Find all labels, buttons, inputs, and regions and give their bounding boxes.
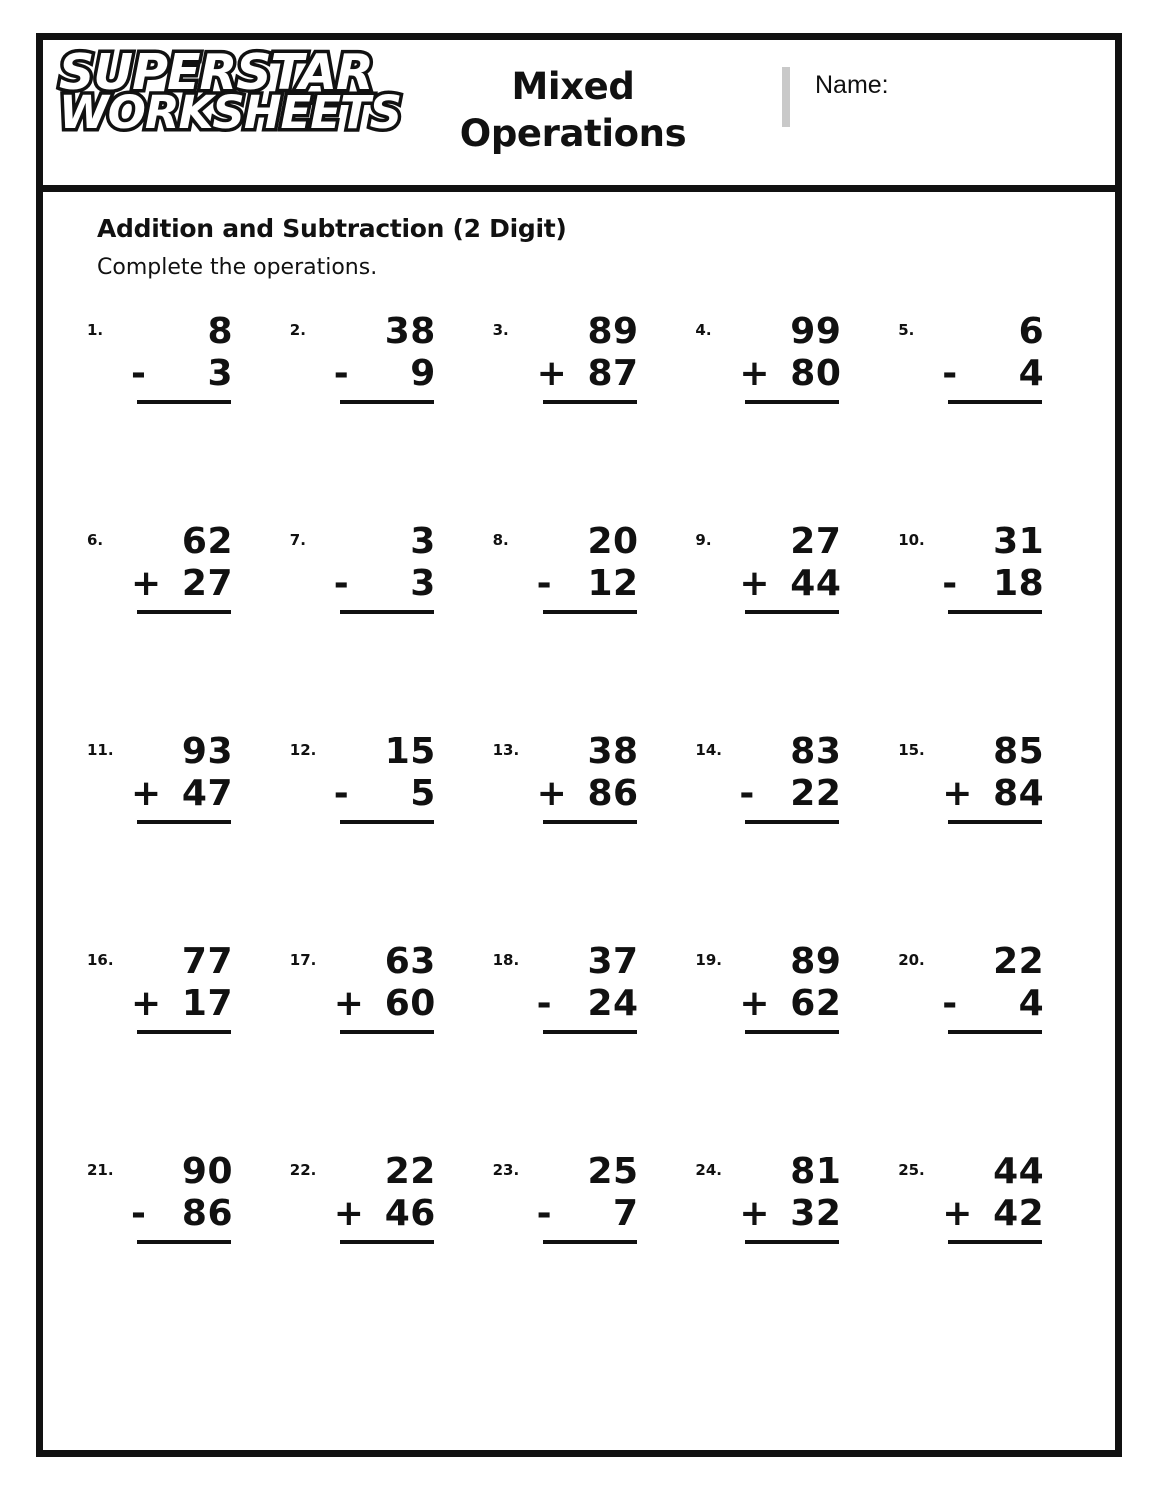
problem-answer-rule[interactable]	[137, 610, 231, 614]
problem-operator: -	[536, 982, 553, 1024]
problem-operand-top-row	[938, 1153, 1066, 1191]
problem-cell	[286, 943, 489, 1153]
problem-operand-top: 83	[790, 731, 842, 772]
problem-operand-top: 81	[790, 1151, 842, 1192]
problem-operand-top-row	[127, 1153, 255, 1191]
problem-operand-bottom-row	[127, 772, 255, 814]
problem-operator: +	[333, 1192, 365, 1234]
problem-operand-top: 44	[993, 1151, 1045, 1192]
problem-cell	[489, 943, 692, 1153]
problem-body	[330, 1153, 458, 1244]
problem-operand-top: 3	[410, 521, 436, 562]
problem-number: 1.	[87, 321, 104, 339]
problem-operand-bottom-row	[938, 562, 1066, 604]
problem-operator: +	[739, 352, 771, 394]
problem-body	[330, 523, 458, 614]
problem-operand-bottom-row	[938, 352, 1066, 394]
problem-operand-bottom-row	[127, 1192, 255, 1234]
problem-operand-top-row	[127, 523, 255, 561]
vertical-divider-icon	[782, 67, 790, 127]
problem-answer-rule[interactable]	[948, 1240, 1042, 1244]
problem-answer-rule[interactable]	[745, 1240, 839, 1244]
problem-operand-bottom-row	[127, 562, 255, 604]
problem-operand-top-row	[127, 943, 255, 981]
problem-body	[127, 523, 255, 614]
problem-operand-bottom-row	[127, 352, 255, 394]
problem-number: 13.	[492, 741, 520, 759]
worksheet-body	[43, 192, 1115, 1455]
problem-operand-top: 38	[587, 731, 639, 772]
problem-operand-top: 38	[384, 311, 436, 352]
problem-number: 18.	[492, 951, 520, 969]
problem-operand-bottom: 42	[993, 1192, 1045, 1234]
problem-operand-bottom: 12	[587, 562, 639, 604]
problem-body	[127, 733, 255, 824]
problem-operand-bottom: 46	[384, 1192, 436, 1234]
problem-body	[938, 313, 1066, 404]
problem-body	[127, 1153, 255, 1244]
problem-operator: -	[942, 982, 958, 1024]
problem-operand-bottom: 9	[410, 352, 436, 394]
problem-operator: +	[131, 772, 162, 814]
problem-operand-bottom-row	[330, 982, 458, 1024]
problem-number: 12.	[289, 741, 317, 759]
problem-number: 3.	[492, 321, 509, 339]
problem-body	[938, 523, 1066, 614]
problem-operator: -	[131, 352, 147, 394]
problem-number: 22.	[289, 1161, 317, 1179]
problem-operand-top-row	[330, 733, 458, 771]
problem-number: 7.	[289, 531, 306, 549]
problem-operand-bottom: 18	[993, 562, 1045, 604]
problem-cell	[83, 943, 286, 1153]
problem-operand-bottom-row	[330, 352, 458, 394]
problem-operand-top: 90	[181, 1151, 233, 1192]
problem-operand-top: 37	[587, 941, 639, 982]
problem-operand-top: 31	[993, 521, 1045, 562]
problem-cell	[286, 733, 489, 943]
problem-number: 5.	[898, 321, 915, 339]
problem-answer-rule[interactable]	[543, 1030, 637, 1034]
problem-answer-rule[interactable]	[745, 1030, 839, 1034]
problem-operand-bottom: 27	[181, 562, 233, 604]
problem-cell	[894, 313, 1097, 523]
worksheet-title-line-1: Mixed	[511, 65, 635, 108]
problem-operand-top: 20	[587, 521, 639, 562]
problem-cell	[83, 313, 286, 523]
problem-operand-top: 85	[993, 731, 1045, 772]
problem-answer-rule[interactable]	[137, 400, 231, 404]
problem-operand-top: 99	[790, 311, 842, 352]
problem-number: 11.	[87, 741, 114, 759]
problem-answer-rule[interactable]	[948, 400, 1042, 404]
problem-answer-rule[interactable]	[340, 1030, 434, 1034]
problem-operand-top-row	[533, 943, 661, 981]
problem-number: 16.	[87, 951, 114, 969]
problem-number: 6.	[87, 531, 104, 549]
problem-operator: +	[739, 1192, 771, 1234]
problem-cell	[691, 313, 894, 523]
problem-operand-bottom-row	[735, 772, 863, 814]
problem-operand-bottom: 3	[410, 562, 436, 604]
problem-operator: -	[739, 772, 755, 814]
problem-answer-rule[interactable]	[137, 1030, 231, 1034]
problem-cell	[489, 733, 692, 943]
problem-operator: -	[942, 562, 958, 604]
problem-operand-top-row	[735, 733, 863, 771]
problem-operand-bottom: 4	[1018, 352, 1045, 394]
problem-operand-bottom: 7	[613, 1192, 639, 1234]
problem-grid	[43, 313, 1115, 1363]
problem-body	[330, 733, 458, 824]
problem-answer-rule[interactable]	[948, 820, 1042, 824]
problem-cell	[489, 523, 692, 733]
problem-operand-top-row	[735, 1153, 863, 1191]
problem-operand-top-row	[533, 523, 661, 561]
problem-operand-top: 63	[384, 941, 436, 982]
problem-number: 14.	[695, 741, 722, 759]
problem-answer-rule[interactable]	[948, 1030, 1042, 1034]
problem-operand-bottom-row	[938, 772, 1066, 814]
problem-operand-bottom-row	[533, 352, 661, 394]
problem-cell	[83, 1153, 286, 1363]
problem-answer-rule[interactable]	[340, 610, 434, 614]
problem-operand-bottom: 22	[790, 772, 842, 814]
problem-answer-rule[interactable]	[745, 400, 839, 404]
section-title: Addition and Subtraction (2 Digit)	[97, 214, 567, 243]
problem-operand-bottom: 17	[181, 982, 233, 1024]
problem-operand-bottom-row	[330, 562, 458, 604]
problem-operator: +	[536, 352, 568, 394]
problem-body	[127, 943, 255, 1034]
problem-cell	[286, 313, 489, 523]
problem-operand-bottom: 86	[181, 1192, 233, 1234]
problem-operand-top-row	[938, 733, 1066, 771]
problem-cell	[894, 733, 1097, 943]
problem-number: 15.	[898, 741, 925, 759]
problem-operand-top-row	[938, 313, 1066, 351]
problem-operand-bottom: 47	[181, 772, 233, 814]
problem-operand-top-row	[330, 313, 458, 351]
problem-operand-bottom-row	[735, 352, 863, 394]
problem-operand-bottom: 80	[790, 352, 842, 394]
problem-operand-bottom-row	[533, 772, 661, 814]
problem-operator: -	[942, 352, 958, 394]
problem-cell	[83, 523, 286, 733]
problem-body	[735, 313, 863, 404]
problem-cell	[894, 1153, 1097, 1363]
problem-cell	[286, 1153, 489, 1363]
problem-operand-top: 8	[207, 311, 233, 352]
problem-operand-bottom-row	[735, 562, 863, 604]
problem-operand-bottom: 62	[790, 982, 842, 1024]
problem-operand-top: 6	[1018, 311, 1045, 352]
problem-number: 19.	[695, 951, 722, 969]
problem-body	[735, 943, 863, 1034]
problem-operand-bottom: 86	[587, 772, 639, 814]
problem-number: 2.	[289, 321, 306, 339]
problem-operand-top-row	[330, 1153, 458, 1191]
problem-operand-bottom-row	[127, 982, 255, 1024]
problem-number: 23.	[492, 1161, 520, 1179]
problem-operand-top: 15	[384, 731, 436, 772]
problem-operand-bottom-row	[735, 1192, 863, 1234]
problem-answer-rule[interactable]	[543, 400, 637, 404]
problem-operand-top-row	[735, 313, 863, 351]
problem-operand-top: 89	[587, 311, 639, 352]
problem-operator: +	[131, 562, 162, 604]
problem-operator: +	[942, 772, 973, 814]
problem-operand-bottom-row	[533, 1192, 661, 1234]
problem-body	[938, 1153, 1066, 1244]
problem-number: 25.	[898, 1161, 925, 1179]
problem-number: 21.	[87, 1161, 114, 1179]
problem-cell	[894, 943, 1097, 1153]
problem-operand-bottom: 84	[993, 772, 1045, 814]
problem-operand-top-row	[938, 943, 1066, 981]
problem-operand-bottom-row	[735, 982, 863, 1024]
problem-operand-top: 22	[993, 941, 1045, 982]
problem-answer-rule[interactable]	[340, 400, 434, 404]
problem-operand-bottom: 24	[587, 982, 639, 1024]
problem-operand-bottom-row	[533, 982, 661, 1024]
problem-number: 10.	[898, 531, 925, 549]
problem-operator: +	[333, 982, 365, 1024]
problem-body	[533, 1153, 661, 1244]
problem-operator: +	[536, 772, 568, 814]
problem-body	[735, 523, 863, 614]
worksheet-title	[398, 40, 748, 158]
problem-operand-bottom: 87	[587, 352, 639, 394]
problem-operand-top: 77	[181, 941, 233, 982]
problem-operand-bottom-row	[330, 1192, 458, 1234]
problem-operand-bottom: 3	[207, 352, 233, 394]
problem-operand-top-row	[330, 943, 458, 981]
problem-answer-rule[interactable]	[745, 610, 839, 614]
problem-operand-top: 62	[181, 521, 233, 562]
problem-body	[330, 313, 458, 404]
problem-operand-bottom-row	[938, 982, 1066, 1024]
problem-operand-bottom-row	[330, 772, 458, 814]
problem-body	[330, 943, 458, 1034]
problem-operator: -	[131, 1192, 147, 1234]
problem-operand-top-row	[533, 733, 661, 771]
problem-cell	[489, 1153, 692, 1363]
problem-operand-top-row	[533, 313, 661, 351]
name-label: Name:	[815, 71, 889, 99]
problem-operator: +	[131, 982, 162, 1024]
problem-answer-rule[interactable]	[137, 820, 231, 824]
problem-number: 4.	[695, 321, 712, 339]
problem-operator: -	[333, 772, 350, 814]
problem-cell	[286, 523, 489, 733]
worksheet-header	[43, 40, 1115, 192]
brand-logo-line-1: SUPERSTAR	[59, 44, 373, 101]
problem-operand-top: 25	[587, 1151, 639, 1192]
problem-cell	[691, 523, 894, 733]
problem-operand-top-row	[330, 523, 458, 561]
worksheet-title-line-2: Operations	[459, 112, 687, 156]
problem-operand-bottom: 4	[1018, 982, 1045, 1024]
problem-operator: +	[739, 982, 771, 1024]
problem-operator: +	[739, 562, 771, 604]
problem-operand-bottom: 5	[410, 772, 436, 814]
problem-operand-top-row	[533, 1153, 661, 1191]
problem-number: 17.	[289, 951, 317, 969]
problem-body	[533, 943, 661, 1034]
problem-body	[735, 733, 863, 824]
problem-body	[533, 733, 661, 824]
problem-cell	[489, 313, 692, 523]
problem-operator: -	[333, 562, 350, 604]
problem-answer-rule[interactable]	[543, 820, 637, 824]
problem-operator: -	[333, 352, 350, 394]
problem-answer-rule[interactable]	[543, 610, 637, 614]
problem-operand-top-row	[735, 523, 863, 561]
problem-answer-rule[interactable]	[340, 820, 434, 824]
problem-operand-top-row	[127, 733, 255, 771]
section-instruction: Complete the operations.	[97, 255, 378, 280]
problem-operand-top-row	[735, 943, 863, 981]
problem-operand-top: 89	[790, 941, 842, 982]
problem-operator: +	[942, 1192, 973, 1234]
problem-cell	[894, 523, 1097, 733]
problem-answer-rule[interactable]	[340, 1240, 434, 1244]
problem-body	[938, 943, 1066, 1034]
problem-operand-top: 27	[790, 521, 842, 562]
problem-operator: -	[536, 562, 553, 604]
brand-logo-line-2: WORKSHEETS	[59, 86, 402, 140]
problem-answer-rule[interactable]	[137, 1240, 231, 1244]
problem-body	[735, 1153, 863, 1244]
problem-operand-top: 93	[181, 731, 233, 772]
problem-answer-rule[interactable]	[745, 820, 839, 824]
problem-operand-top-row	[127, 313, 255, 351]
name-field-group[interactable]	[748, 40, 1115, 127]
problem-body	[127, 313, 255, 404]
problem-cell	[83, 733, 286, 943]
problem-cell	[691, 733, 894, 943]
problem-operand-top-row	[938, 523, 1066, 561]
brand-logo	[43, 40, 402, 140]
problem-operand-bottom: 32	[790, 1192, 842, 1234]
problem-body	[533, 523, 661, 614]
problem-cell	[691, 1153, 894, 1363]
problem-cell	[691, 943, 894, 1153]
problem-body	[533, 313, 661, 404]
problem-number: 8.	[492, 531, 509, 549]
problem-operand-bottom-row	[938, 1192, 1066, 1234]
problem-operator: -	[536, 1192, 553, 1234]
problem-operand-bottom: 60	[384, 982, 436, 1024]
worksheet-page	[36, 33, 1122, 1457]
problem-number: 24.	[695, 1161, 722, 1179]
problem-answer-rule[interactable]	[948, 610, 1042, 614]
problem-answer-rule[interactable]	[543, 1240, 637, 1244]
problem-operand-bottom: 44	[790, 562, 842, 604]
problem-operand-top: 22	[384, 1151, 436, 1192]
problem-number: 20.	[898, 951, 925, 969]
problem-number: 9.	[695, 531, 712, 549]
problem-operand-bottom-row	[533, 562, 661, 604]
problem-body	[938, 733, 1066, 824]
